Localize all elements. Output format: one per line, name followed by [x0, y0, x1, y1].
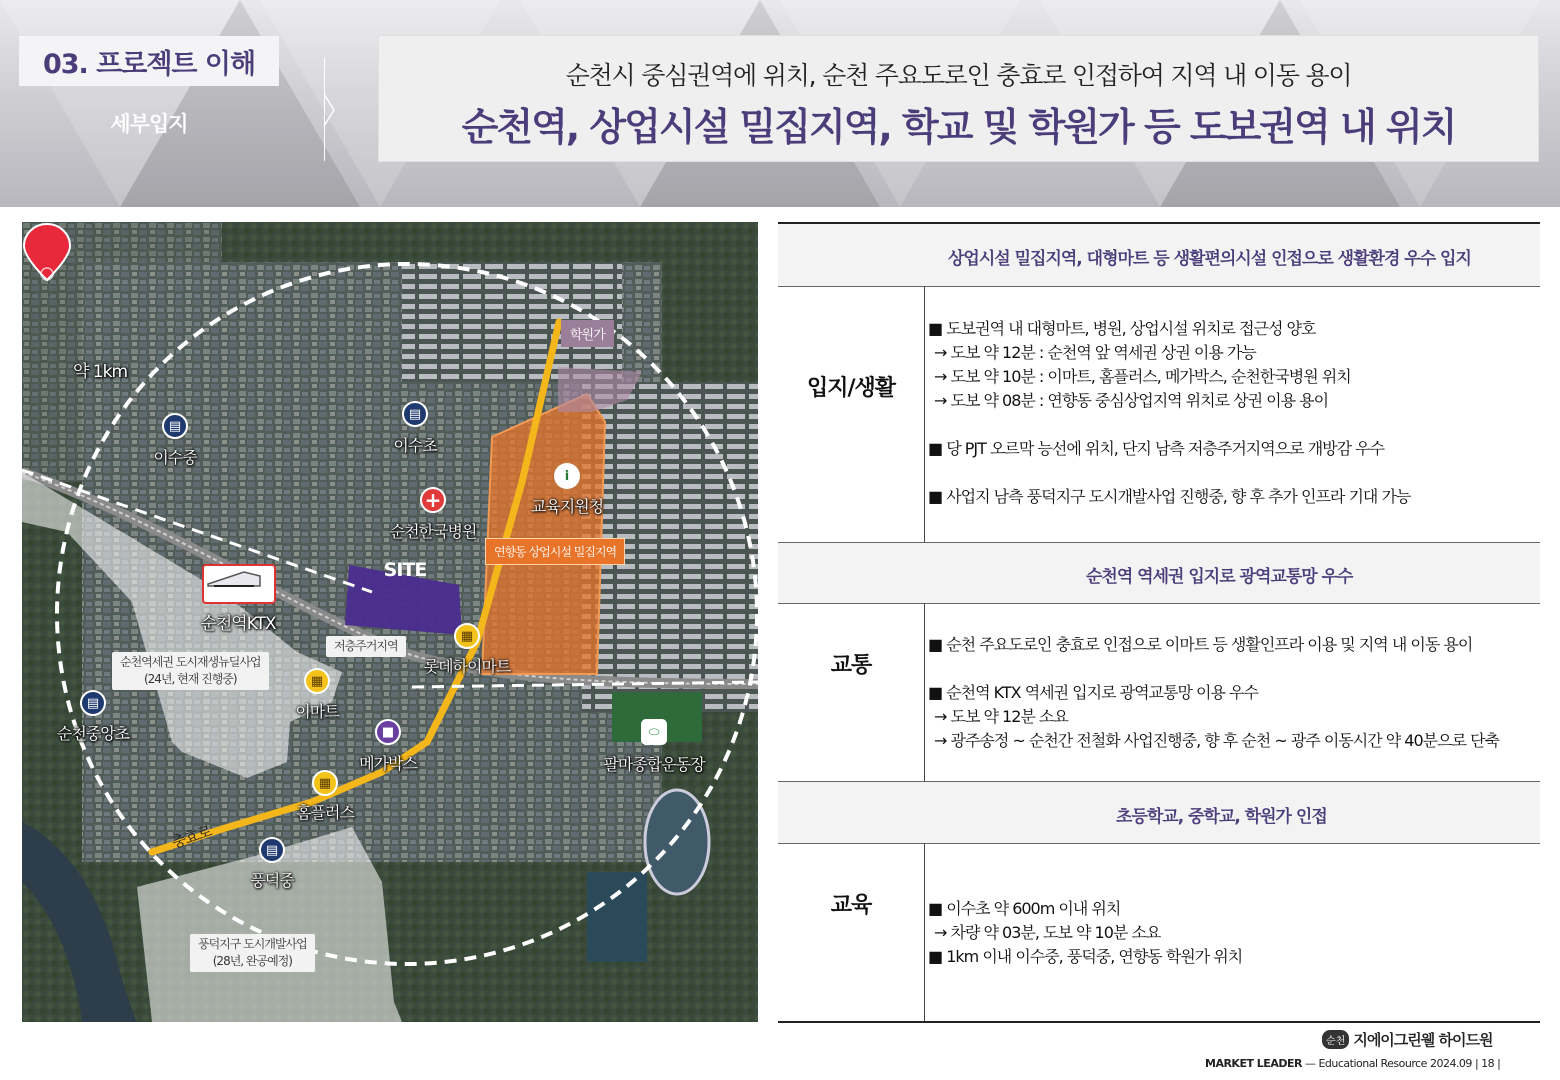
- pungdeok-line2: (28년, 완공예정): [212, 954, 292, 968]
- row-rule: [778, 843, 1540, 844]
- table-bottom-rule: [778, 1021, 1540, 1023]
- regen-line2: (24년, 현재 진행중): [143, 672, 237, 686]
- page-separator: |: [1494, 1057, 1501, 1070]
- title-box: [379, 36, 1538, 161]
- place-pungdeok-middle: 풍덕중: [250, 871, 294, 890]
- page-header: [0, 0, 1560, 207]
- section-body: [928, 897, 1242, 969]
- spacer: [928, 413, 1410, 437]
- section-headline: 상업시설 밀집지역, 대형마트 등 생활편의시설 인접으로 생활환경 우수 입지: [948, 249, 1471, 269]
- place-ktx: 순천역KTX: [200, 614, 276, 634]
- body-line: → 도보 약 12분 : 순천역 앞 역세권 상권 이용 가능: [934, 343, 1256, 362]
- school-icon: ▤: [402, 401, 428, 427]
- brand-name: 지에이그린웰 하이드원: [1353, 1031, 1493, 1049]
- place-homeplus: 홈플러스: [296, 803, 354, 822]
- body-line: → 차량 약 03분, 도보 약 10분 소요: [934, 923, 1161, 942]
- category-label: 교통: [830, 653, 872, 678]
- page-number: 18: [1481, 1057, 1495, 1070]
- pungdeok-line1: 풍덕지구 도시개발사업: [198, 937, 307, 951]
- meta-title: MARKET LEADER: [1205, 1057, 1302, 1070]
- map-pin-icon: [22, 222, 72, 282]
- place-isu-middle: 이수중: [153, 448, 197, 467]
- train-glyph: [204, 566, 264, 592]
- body-line: ■ 사업지 남측 풍덕지구 도시개발사업 진행중, 향 후 추가 인프라 기대 가능: [928, 487, 1411, 506]
- cinema-icon: ■: [375, 719, 401, 745]
- location-map: [22, 222, 758, 1022]
- regen-project-tag: [112, 652, 269, 690]
- section-label-box: [19, 36, 279, 86]
- section-headline: 초등학교, 중학교, 학원가 인접: [1116, 807, 1327, 827]
- train-icon: [202, 564, 276, 604]
- section-band-education: [778, 782, 1540, 843]
- site-label: SITE: [383, 559, 427, 581]
- place-education-office: 교육지원청: [530, 497, 604, 516]
- body-line: ■ 순천 주요도로인 충효로 인접으로 이마트 등 생활인프라 이용 및 지역 내 이동 용이: [928, 635, 1473, 654]
- school-icon: ▤: [259, 837, 285, 863]
- title-line2: 순천역, 상업시설 밀집지역, 학교 및 학원가 등 도보권역 내 위치: [461, 105, 1456, 149]
- page-separator: |: [1474, 1057, 1482, 1070]
- column-divider: [924, 286, 925, 542]
- section-body: [928, 317, 1410, 509]
- road-label: 충효로: [169, 822, 214, 852]
- column-divider: [924, 603, 925, 781]
- footer-meta: [1205, 1057, 1500, 1070]
- row-rule: [778, 286, 1540, 287]
- place-lotte-himart: 롯데하이마트: [423, 657, 511, 676]
- spacer: [928, 461, 1410, 485]
- place-hospital: 순천한국병원: [389, 522, 477, 541]
- academy-tag: 학원가: [561, 320, 614, 347]
- radius-label: 약 1km: [72, 362, 128, 382]
- title-line1: 순천시 중심권역에 위치, 순천 주요도로인 충효로 인접하여 지역 내 이동 용이: [565, 61, 1352, 90]
- section-label: 03. 프로젝트 이해: [42, 48, 256, 80]
- location-summary-table: [778, 222, 1540, 1023]
- body-line: ■ 순천역 KTX 역세권 입지로 광역교통망 이용 우수: [928, 683, 1258, 702]
- section-headline: 순천역 역세권 입지로 광역교통망 우수: [1086, 567, 1353, 587]
- body-line: → 도보 약 08분 : 연향동 중심상업지역 위치로 상권 이용 용이: [934, 391, 1329, 410]
- pungdeok-project-tag: [190, 934, 315, 972]
- section-band-transport: [778, 543, 1540, 603]
- regen-line1: 순천역세권 도시재생뉴딜사업: [120, 655, 261, 669]
- mart-icon: ▦: [454, 623, 480, 649]
- spacer: [928, 657, 1499, 681]
- hospital-icon: +: [420, 487, 446, 513]
- body-line: → 도보 약 10분 : 이마트, 홈플러스, 메가박스, 순천한국병원 위치: [934, 367, 1351, 386]
- body-line: → 광주송정 ~ 순천간 전철화 사업진행중, 향 후 순천 ~ 광주 이동시간 약 40분으로 단축: [934, 731, 1500, 750]
- stadium-icon: ⬭: [641, 719, 667, 745]
- column-divider: [924, 843, 925, 1021]
- meta-sub: — Educational Resource 2024.09: [1301, 1057, 1472, 1070]
- sub-label: 세부입지: [110, 112, 188, 136]
- row-rule: [778, 603, 1540, 604]
- school-icon: ▤: [80, 690, 106, 716]
- place-megabox: 메가박스: [359, 754, 417, 773]
- category-label: 입지/생활: [806, 376, 896, 401]
- low-rise-tag: 저층주거지역: [326, 636, 406, 657]
- brand-logo: [1322, 1029, 1492, 1050]
- place-jungang-elementary: 순천중앙초: [56, 724, 130, 743]
- commercial-tag: 연향동 상업시설 밀집지역: [485, 538, 625, 565]
- body-line: ■ 당 PJT 오르막 능선에 위치, 단지 남측 저층주거지역으로 개방감 우수: [928, 439, 1385, 458]
- section-body: [928, 633, 1499, 753]
- body-line: ■ 1km 이내 이수중, 풍덕중, 연향동 학원가 위치: [928, 947, 1243, 966]
- mart-icon: ▦: [312, 770, 338, 796]
- chevron-right-icon: [322, 92, 336, 128]
- logo-badge: 순천: [1322, 1030, 1349, 1049]
- place-emart: 이마트: [295, 702, 339, 721]
- section-band-living: [778, 224, 1540, 286]
- place-palma-stadium: 팔마종합운동장: [603, 755, 705, 774]
- category-label: 교육: [830, 893, 872, 918]
- body-line: ■ 도보권역 내 대형마트, 병원, 상업시설 위치로 접근성 양호: [928, 319, 1316, 338]
- education-office-icon: i: [554, 463, 580, 489]
- school-icon: ▤: [162, 413, 188, 439]
- map-graphics: [22, 222, 758, 1022]
- mart-icon: ▦: [304, 668, 330, 694]
- body-line: ■ 이수초 약 600m 이내 위치: [928, 899, 1121, 918]
- place-isu-elementary: 이수초: [393, 436, 437, 455]
- body-line: → 도보 약 12분 소요: [934, 707, 1068, 726]
